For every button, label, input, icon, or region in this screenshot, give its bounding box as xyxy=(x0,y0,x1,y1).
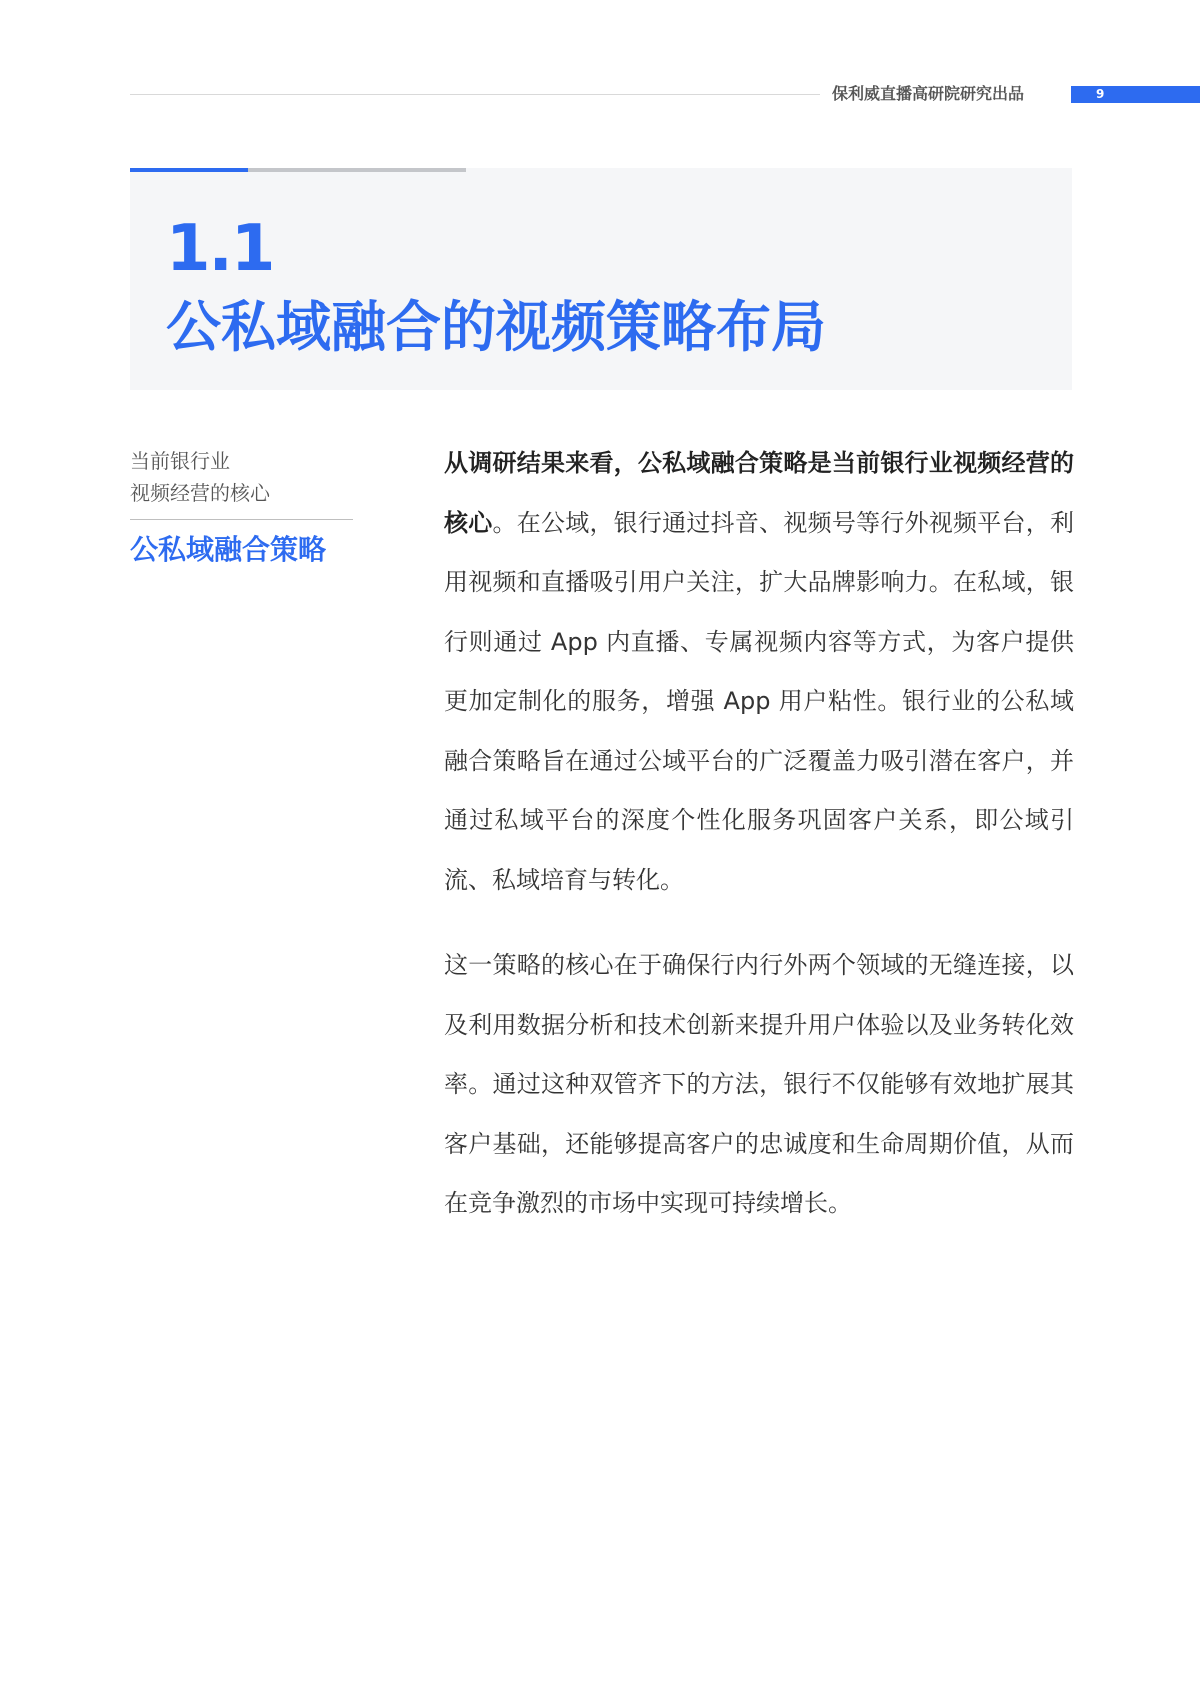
section-title-panel xyxy=(130,168,1072,390)
page-number-tab xyxy=(1071,86,1200,103)
paragraph-text: 。在公域，银行通过抖音、视频号等行外视频平台，利用视频和直播吸引用户关注，扩大品牌影响力。在私域，银行则通过 App 内直播、专属视频内容等方式，为客户提供更加定制化的服务，增强 App 用户粘性。银行业的公私域融合策略旨在通过公域平台的广泛覆盖力吸引潜在客户，并通过私域平台的深度个性化服务巩固客户关系，即公域引流、私域培育与转化。 xyxy=(444,508,1075,894)
sidebar xyxy=(130,445,355,570)
title-accent-bar xyxy=(130,168,248,172)
header-divider xyxy=(130,94,820,95)
paragraph-lead: 从调研结果来看，公私域融合策略是当前银行业视频经营的核心 xyxy=(444,449,1074,537)
page-number: 9 xyxy=(1096,87,1105,101)
body-content xyxy=(444,434,1074,1234)
section-title: 公私域融合的视频策略布局 xyxy=(166,295,827,359)
sidebar-note: 当前银行业 视频经营的核心 xyxy=(130,449,270,505)
sidebar-heading: 公私域融合策略 xyxy=(130,533,327,566)
sidebar-divider xyxy=(130,519,353,520)
body-paragraph-2: 这一策略的核心在于确保行内行外两个领域的无缝连接，以及利用数据分析和技术创新来提升用户体验以及业务转化效率。通过这种双管齐下的方法，银行不仅能够有效地扩展其客户基础，还能够提高客户的忠诚度和生命周期价值，从而在竞争激烈的市场中实现可持续增长。 xyxy=(444,951,1074,1217)
body-paragraph-1 xyxy=(444,434,1074,910)
section-number: 1.1 xyxy=(166,212,274,286)
publisher-label: 保利威直播高研院研究出品 xyxy=(832,84,1025,103)
